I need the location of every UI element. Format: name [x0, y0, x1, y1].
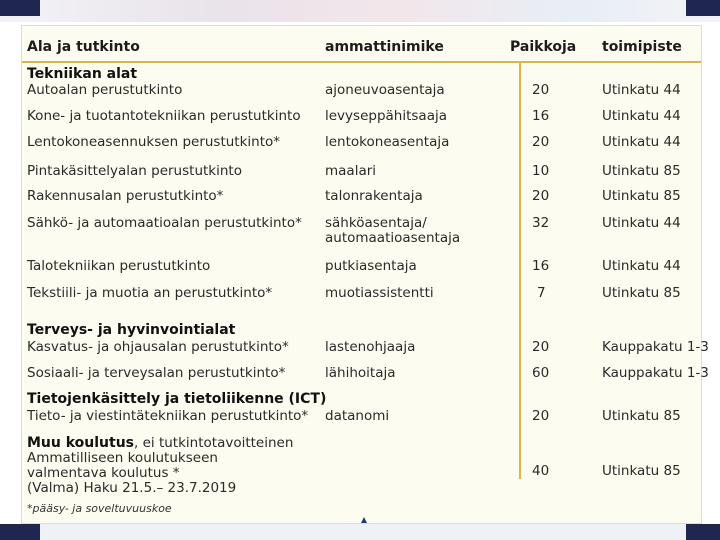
document-page: [21, 25, 709, 524]
row-1-location: Utinkatu 44: [602, 82, 681, 98]
row-6-title: sähköasentaja/: [325, 215, 427, 231]
category-tekniikka: Tekniikan alat: [27, 66, 138, 82]
row-8-location: Utinkatu 85: [602, 285, 681, 301]
row-11-location: Utinkatu 85: [602, 408, 681, 424]
row-10-location: Kauppakatu 1-3: [602, 365, 709, 381]
header-location: toimipiste: [602, 39, 682, 55]
row-5-title: talonrakentaja: [325, 188, 423, 204]
category-muu-bold: Muu koulutus: [27, 435, 135, 451]
row-6-title-line2: automaatioasentaja: [325, 230, 461, 246]
bottom-left-accent: [0, 524, 40, 540]
row-4-degree: Pintakäsittelyalan perustutkinto: [27, 163, 242, 179]
row-7-degree: Talotekniikan perustutkinto: [27, 258, 211, 274]
row-10-title: lähihoitaja: [325, 365, 396, 381]
row-3-places: 20: [532, 134, 550, 150]
row-8-degree: Tekstiili- ja muotia an perustutkinto*: [27, 285, 273, 301]
row-10-degree: Sosiaali- ja terveysalan perustutkinto*: [27, 365, 286, 381]
row-1-degree: Autoalan perustutkinto: [27, 82, 183, 98]
row-9-places: 20: [532, 339, 550, 355]
header-degree: Ala ja tutkinto: [27, 39, 140, 55]
row-4-location: Utinkatu 85: [602, 163, 681, 179]
row-7-places: 16: [532, 258, 550, 274]
row-9-degree: Kasvatus- ja ohjausalan perustutkinto*: [27, 339, 289, 355]
header-places: Paikkoja: [510, 39, 577, 55]
row-3-location: Utinkatu 44: [602, 134, 681, 150]
row-5-places: 20: [532, 188, 550, 204]
row-12-places: 40: [532, 463, 550, 479]
row-2-title: levyseppähitsaaja: [325, 108, 447, 124]
row-6-places: 32: [532, 215, 550, 231]
row-12-degree-line3: (Valma) Haku 21.5.– 23.7.2019: [27, 480, 237, 496]
row-4-places: 10: [532, 163, 550, 179]
category-muu: [27, 435, 293, 451]
row-2-degree: Kone- ja tuotantotekniikan perustutkinto: [27, 108, 301, 124]
row-2-location: Utinkatu 44: [602, 108, 681, 124]
category-muu-rest: , ei tutkintotavoitteinen: [134, 435, 294, 451]
row-3-degree: Lentokoneasennuksen perustutkinto*: [27, 134, 281, 150]
row-12-location: Utinkatu 85: [602, 463, 681, 479]
row-8-title: muotiassistentti: [325, 285, 434, 301]
row-10-places: 60: [532, 365, 550, 381]
row-1-title: ajoneuvoasentaja: [325, 82, 445, 98]
row-5-location: Utinkatu 85: [602, 188, 681, 204]
row-11-places: 20: [532, 408, 550, 424]
caret-up-icon: [361, 517, 367, 523]
row-11-title: datanomi: [325, 408, 390, 424]
header-title: ammattinimike: [325, 39, 444, 55]
row-4-title: maalari: [325, 163, 377, 179]
bottom-band: [40, 524, 686, 540]
header-rule: [22, 61, 701, 63]
row-12-degree-line2: valmentava koulutus *: [27, 465, 180, 481]
row-6-location: Utinkatu 44: [602, 215, 681, 231]
row-2-places: 16: [532, 108, 550, 124]
row-5-degree: Rakennusalan perustutkinto*: [27, 188, 224, 204]
column-divider: [519, 63, 521, 479]
row-7-location: Utinkatu 44: [602, 258, 681, 274]
top-left-accent: [0, 0, 40, 16]
row-7-title: putkiasentaja: [325, 258, 417, 274]
bottom-right-accent: [686, 524, 720, 540]
top-right-accent: [686, 0, 720, 16]
category-ict: Tietojenkäsittely ja tietoliikenne (ICT): [27, 391, 327, 407]
row-3-title: lentokoneasentaja: [325, 134, 450, 150]
category-terveys: Terveys- ja hyvinvointialat: [27, 322, 236, 338]
row-12-degree: Ammatilliseen koulutukseen: [27, 450, 218, 466]
footnote: *pääsy- ja soveltuvuuskoe: [27, 502, 172, 515]
top-decorative-band: [0, 0, 720, 22]
row-8-places: 7: [537, 285, 546, 301]
row-9-title: lastenohjaaja: [325, 339, 416, 355]
row-1-places: 20: [532, 82, 550, 98]
row-11-degree: Tieto- ja viestintätekniikan perustutkinto*: [27, 408, 309, 424]
row-9-location: Kauppakatu 1-3: [602, 339, 709, 355]
row-6-degree: Sähkö- ja automaatioalan perustutkinto*: [27, 215, 302, 231]
